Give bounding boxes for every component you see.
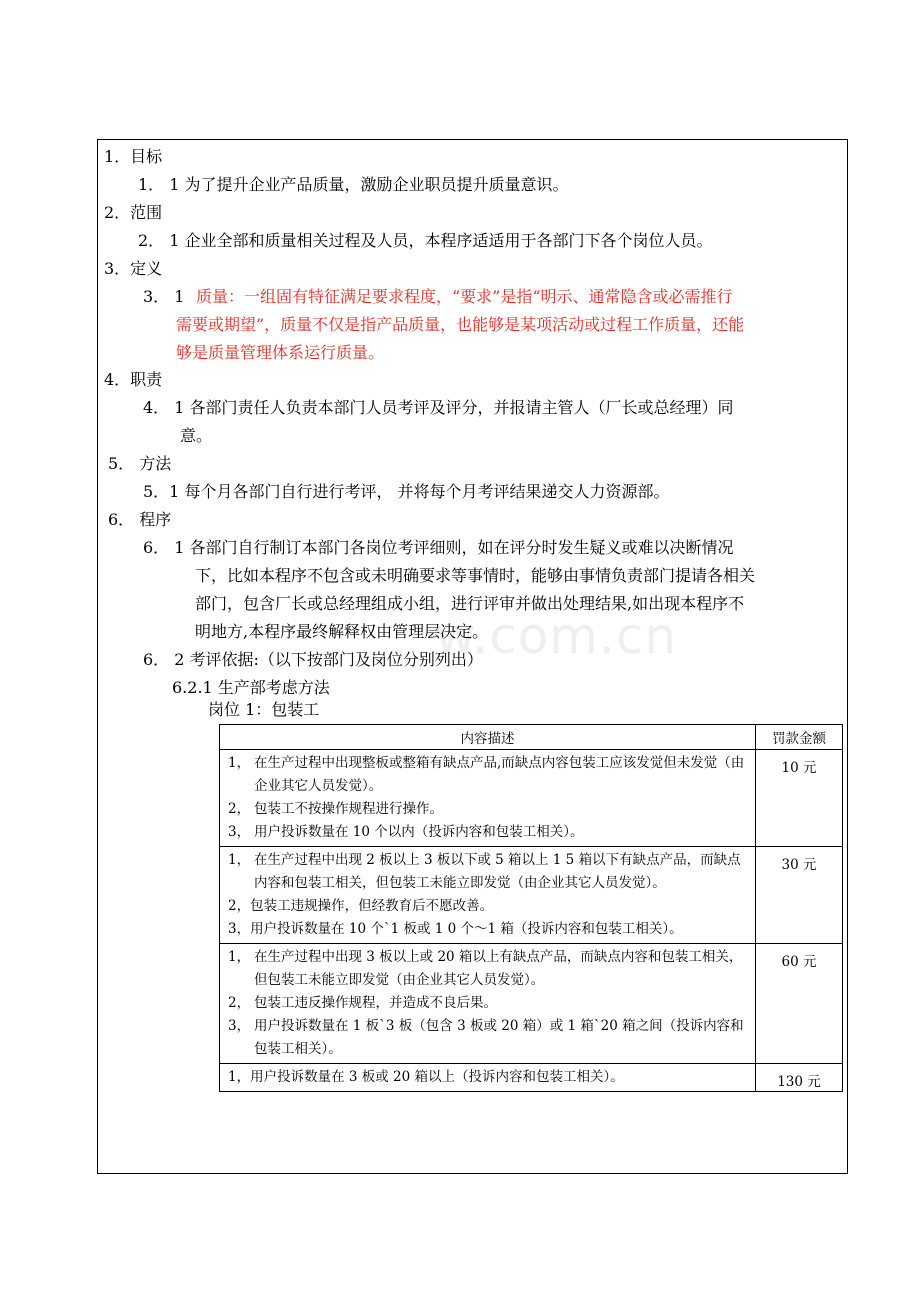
description-cell: [220, 750, 756, 847]
section-3-1-line-2: 需要或期望”，质量不仅是指产品质量，也能够是某项活动或过程工作质量，还能: [176, 315, 745, 334]
section-6-2-1: 6.2.1 生产部考虑方法: [172, 678, 330, 697]
table-row: [220, 1064, 843, 1092]
amount-cell: 10 元: [756, 750, 843, 847]
section-5-1: 5．1 每个月各部门自行进行考评， 并将每个月考评结果递交人力资源部。: [143, 482, 670, 501]
item-number: 2，: [228, 995, 251, 1011]
table-row: [220, 944, 843, 1064]
watermark: w.com.cn: [435, 607, 678, 665]
item-number: 3，: [228, 824, 251, 840]
section-6-2: 6． 2 考评依据:（以下按部门及岗位分别列出）: [143, 650, 483, 669]
item-text: 在生产过程中出现 3 板以上或 20 箱以上有缺点产品，而缺点内容和包装工相关，但包装工未能立即发觉（由企业其它人员发觉）。: [254, 949, 743, 988]
table-row: [220, 847, 843, 944]
section-3-1-number: 3． 1: [143, 287, 185, 306]
list-item: [228, 895, 749, 918]
item-text: 在生产过程中出现整板或整箱有缺点产品,而缺点内容包装工应该发觉但未发觉（由企业其它人员发觉）。: [254, 755, 745, 794]
item-number: 2，: [228, 898, 251, 914]
header-amount: 罚款金额: [756, 725, 843, 750]
section-6-1-line-1: 6． 1 各部门自行制订本部门各岗位考评细则，如在评分时发生疑义或难以决断情况: [143, 538, 734, 557]
item-text: 用户投诉数量在 10 个以内（投诉内容和包装工相关）。: [254, 824, 584, 840]
section-4-heading: 4．职责: [104, 370, 163, 389]
section-2-1: 2． 1 企业全部和质量相关过程及人员，本程序适适用于各部门下各个岗位人员。: [138, 231, 713, 250]
item-text: 用户投诉数量在 1 板`3 板（包含 3 板或 20 箱）或 1 箱`20 箱之间（投诉内容和包装工相关）。: [254, 1018, 744, 1057]
section-1-1: 1． 1 为了提升企业产品质量，激励企业职员提升质量意识。: [138, 175, 569, 194]
item-number: 1，: [228, 755, 251, 771]
section-6-heading: 6． 程序: [108, 510, 172, 529]
item-text: 包装工不按操作规程进行操作。: [254, 801, 443, 817]
section-1-heading: 1．目标: [104, 147, 163, 166]
list-item: [228, 798, 749, 821]
section-3-heading: 3．定义: [104, 259, 163, 278]
list-item: [228, 1015, 749, 1061]
table-header-row: [220, 725, 843, 750]
section-4-1-line-2: 意。: [180, 426, 213, 445]
description-cell: [220, 847, 756, 944]
amount-cell: 30 元: [756, 847, 843, 944]
section-3-1-line-3: 够是质量管理体系运行质量。: [176, 343, 385, 362]
item-number: 1，: [228, 949, 251, 965]
section-6-1-line-3: 部门，包含厂长或总经理组成小组，进行评审并做出处理结果,如出现本程序不: [195, 594, 745, 613]
item-number: 2，: [228, 801, 251, 817]
item-number: 1，: [228, 1069, 251, 1085]
table-row: [220, 750, 843, 847]
list-item: [228, 918, 749, 941]
list-item: [228, 992, 749, 1015]
table-body: [220, 750, 843, 1092]
section-6-1-line-2: 下，比如本程序不包含或未明确要求等事情时，能够由事情负责部门提请各相关: [195, 566, 756, 585]
section-5-heading: 5． 方法: [108, 454, 172, 473]
amount-cell: 130 元: [756, 1064, 843, 1092]
list-item: [228, 752, 749, 798]
fines-table: [219, 724, 843, 1092]
item-text: 包装工违反操作规程，并造成不良后果。: [254, 995, 497, 1011]
item-text: 用户投诉数量在 3 板或 20 箱以上（投诉内容和包装工相关）。: [250, 1069, 624, 1085]
item-text: 包装工违规操作，但经教育后不愿改善。: [250, 898, 494, 914]
item-number: 3，: [228, 1018, 251, 1034]
item-number: 1，: [228, 852, 251, 868]
header-description: 内容描述: [220, 725, 756, 750]
section-4-1-line-1: 4． 1 各部门责任人负责本部门人员考评及评分，并报请主管人（厂长或总经理）同: [143, 398, 734, 417]
description-cell: [220, 1064, 756, 1092]
list-item: [228, 946, 749, 992]
item-number: 3，: [228, 921, 251, 937]
section-2-heading: 2．范围: [104, 203, 163, 222]
section-6-1-line-4: 明地方,本程序最终解释权由管理层决定。: [195, 622, 489, 641]
amount-cell: 60 元: [756, 944, 843, 1064]
description-cell: [220, 944, 756, 1064]
list-item: [228, 1066, 749, 1089]
list-item: [228, 849, 749, 895]
item-text: 用户投诉数量在 10 个`1 板或 1 0 个～1 箱（投诉内容和包装工相关）。: [250, 921, 683, 937]
list-item: [228, 821, 749, 844]
post-title: 岗位 1：包装工: [208, 700, 320, 719]
item-text: 在生产过程中出现 2 板以上 3 板以下或 5 箱以上 1 5 箱以下有缺点产品，而缺点内容和包装工相关，但包装工未能立即发觉（由企业其它人员发觉）。: [254, 852, 741, 891]
section-3-1-line-1: 质量：一组固有特征满足要求程度，“要求”是指“明示、通常隐含或必需推行: [196, 287, 733, 306]
